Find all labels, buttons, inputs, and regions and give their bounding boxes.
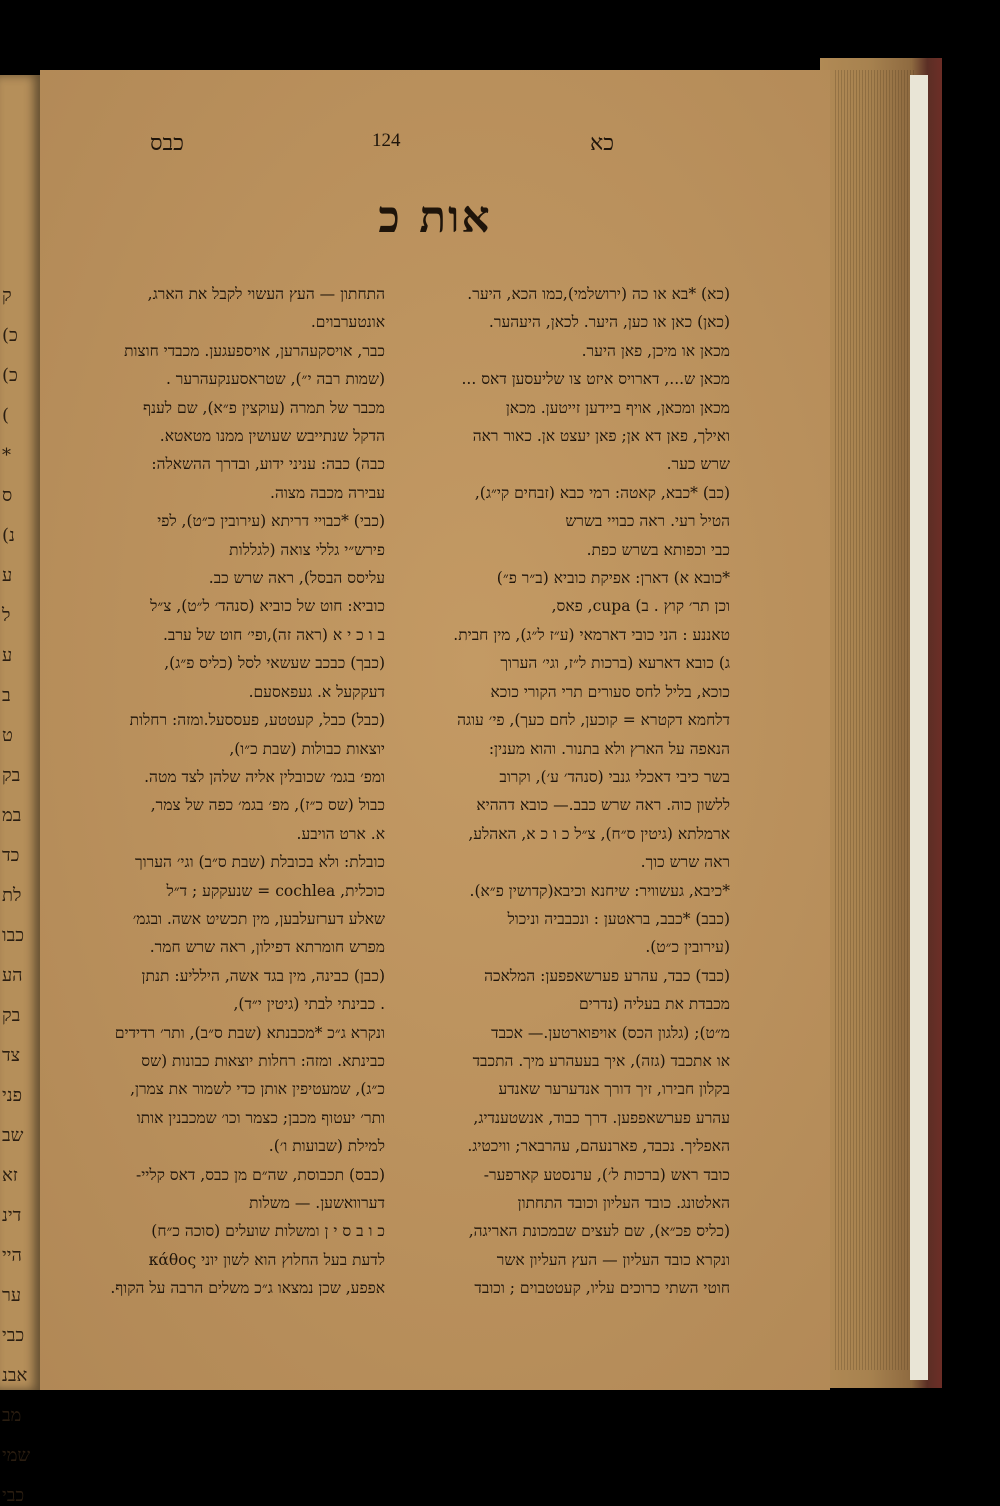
text-line: אפפע, שכן נמצאו ג״כ משלים הרבה על הקוף.	[110, 1279, 385, 1298]
text-line: מכבר של תמרה (עוקצין פ״א), שם לענף	[142, 398, 385, 417]
text-line: דלחמא דקטרא = קוכען, לחם כעך), פי׳ עוגה	[457, 711, 730, 730]
text-line: ונקרא כובד העליון — העץ העליון אשר	[496, 1250, 730, 1269]
text-line: כובד ראש (ברכות ל׳), ערנסטע קארפער-	[483, 1165, 730, 1184]
sliver-glyph: שב	[2, 1125, 24, 1146]
text-line: (כליס פכ״א), שם לעצים שבמכונת האריגה,	[468, 1222, 730, 1241]
text-line: *כובא א) דארן: אפיקת כוביא (ב״ר פ״)	[496, 569, 730, 588]
text-line: ראה שרש כוך.	[640, 853, 730, 872]
text-line: כבה) כבה: עניני ידוע, ובדרך ההשאלה:	[151, 455, 385, 474]
sliver-glyph: הע	[2, 965, 23, 986]
adjacent-page-sliver	[0, 75, 40, 1506]
sliver-glyph: ער	[2, 1285, 22, 1306]
text-line: כבר, אויסקעהרען, אויספעגען. מכבדי חוצות	[124, 341, 385, 360]
sliver-glyph: פני	[2, 1085, 23, 1106]
sliver-glyph: ס	[2, 485, 13, 506]
text-line: מכאן ומכאן, אויף ביידען זייטען. מכאן	[505, 398, 730, 417]
text-line: (כבן) כבינה, מין בגד אשה, הילליע: תנתן	[141, 966, 385, 985]
text-line: ומפ׳ בגמ׳ שכובלין אליה שלהן לצד מטה.	[144, 767, 385, 786]
text-line: כבי וכפותא בשרש כפת.	[586, 540, 730, 559]
sliver-glyph: זא	[2, 1165, 18, 1186]
text-line: . כבינתי לבתי (גיטין י״ד),	[233, 995, 385, 1014]
sliver-glyph: ע	[2, 565, 13, 586]
page-edge-texture	[835, 70, 915, 1370]
text-line: מ״ט); (גלגון הכס) אויפוארטען.— אכבד	[491, 1023, 730, 1042]
text-line: (כבד) כבד, עהרע פערשאפפען: המלאכה	[484, 966, 730, 985]
text-line: מכבדת את בעליה (נדרים	[578, 995, 730, 1014]
sliver-glyph: במ	[2, 805, 22, 826]
text-line: ג) כובא דארעא (ברכות ל״ז, וגי׳ הערוך	[500, 654, 730, 673]
text-line: בקלון חבירו, זיך דורך אנדערער שאנדע	[498, 1080, 730, 1099]
sliver-glyph: ט	[2, 725, 13, 746]
sliver-glyph: (כ	[2, 365, 18, 386]
text-line: מכאן ש..., דארויס איזט צו שליעסען דאס ...	[461, 370, 730, 389]
text-line: וכן תר׳ קוץ . ב) cupa, פאס,	[551, 597, 730, 616]
sliver-glyph: ב	[2, 685, 11, 706]
sliver-glyph: בק	[2, 765, 21, 786]
running-head-right: כא	[590, 131, 614, 156]
sliver-glyph: דינ	[2, 1205, 22, 1226]
text-line: דעקקעל א. געפאסעם.	[248, 682, 385, 701]
text-line: (כבל) כבל, קעטטע, פעססעל.ומזה: רחלות	[129, 711, 385, 730]
text-line: כבינתא. ומזה: רחלות יוצאות כבונות (שס	[141, 1051, 385, 1070]
running-head-left: כבס	[150, 131, 184, 156]
text-line: או אתכבד (גזה), איך בעעהרע מיך. התכבד	[472, 1051, 730, 1070]
text-line: פירש״י גללי צואה (לגללות	[229, 540, 385, 559]
text-line: ארמלתא (גיטין ס״ח), צ״ל כ ו כ א, האהלע,	[468, 824, 730, 843]
sliver-glyph: ק	[2, 285, 12, 306]
text-line: בשר כיבי דאכלי גנבי (סנהד׳ ע׳), וקרוב	[499, 767, 730, 786]
text-line: עליסס הבסל), ראה שרש כב.	[208, 569, 385, 588]
text-line: לדעת בעל החלוץ הוא לשון יוני κάθος	[148, 1250, 385, 1269]
left-column	[40, 280, 385, 1303]
sliver-glyph: *	[2, 445, 11, 466]
sliver-glyph: כבו	[2, 925, 25, 946]
sliver-glyph: אבנ	[2, 1365, 28, 1386]
sliver-glyph: (נ	[2, 525, 15, 546]
text-line: הנאפה על הארץ ולא בתנור. והוא מענין:	[488, 739, 730, 758]
text-line: אונטערבוים.	[310, 313, 385, 332]
text-line: האלטונג. כובד העליון וכובד התחתון	[517, 1194, 730, 1212]
text-line: התחתון — העץ העשוי לקבל את הארג,	[147, 285, 385, 303]
text-line: (כא) *בא או כה (ירושלמי),כמו הכא, היער.	[467, 285, 730, 303]
text-line: ואילך, פאן דא אן; פאן יעצט אן. כאור ראה	[472, 427, 730, 446]
text-line: כבול (שס כ״ז), מפ׳ בגמ׳ כפה של צמר,	[150, 796, 385, 815]
text-line: (כבי) *כבויי דריתא (עירובין כ״ט), לפי	[157, 512, 385, 531]
text-line: כוכלית, cochlea = שנעקקע ; ד״ל	[166, 881, 385, 900]
text-line: *כיבא, געשוויר: שיחנא וכיבא(קדושין פ״א).	[469, 881, 730, 900]
text-line: (כבס) תכבוסת, שה״ם מן כבס, דאס קליי-	[135, 1165, 385, 1184]
text-line: יוצאות כבולות (שבת כ״ו),	[229, 739, 385, 758]
text-line: דערוואשען. — משלות	[249, 1194, 385, 1212]
text-line: למילת (שבועות ו׳).	[268, 1137, 385, 1156]
text-line: האפליך. נכבד, פארנעהם, עהרבאר; וויכטיג.	[467, 1137, 730, 1156]
text-line: (עירובין כ״ט).	[645, 938, 730, 957]
page-number: 124	[372, 130, 401, 151]
text-line: כ ו ב ס י ן ומשלות שועלים (סוכה כ״ח)	[151, 1222, 385, 1241]
text-line: מכאן או מיכן, פאן היער.	[581, 341, 730, 360]
sliver-glyph: כבי	[2, 1325, 25, 1346]
sliver-glyph: כד	[2, 845, 20, 866]
text-line: הדקל שנתייבש שעושין ממנו מטאטא.	[159, 427, 385, 446]
text-line: כוביא: חוט של כוביא (סנהד׳ ל״ט), צ״ל	[150, 597, 385, 616]
text-line: ב ו כ י א (ראה זה),ופי׳ חוט של ערב.	[162, 625, 385, 644]
sliver-glyph: היי	[2, 1245, 22, 1266]
text-line: כובלת: ולא בכובלת (שבת ס״ב) וגי׳ הערוך	[135, 853, 385, 872]
text-line: ותר׳ יעטוף מכבן; כצמר וכו׳ שמכבנין אותו	[136, 1108, 385, 1127]
text-line: מפרש חומרתא דפילון, ראה שרש חמר.	[149, 938, 385, 957]
text-line: (שמות רבה י״), שטראסענקעהרער .	[165, 370, 385, 389]
sliver-glyph: ע	[2, 645, 13, 666]
text-line: כ״ג), שמעטיפין אותן כדי לשמור את צמרן,	[130, 1080, 385, 1099]
text-line: (כאן) כאן או כען, היער. לכאן, היעהער.	[488, 313, 730, 332]
text-line: שאלע דערזעלבען, מין תכשיט אשה. ובגמ׳	[132, 909, 385, 928]
sliver-glyph: מב	[2, 1405, 22, 1426]
text-line: ונקרא ג״כ *מכבנתא (שבת ס״ב), ותר׳ רדידים	[114, 1023, 385, 1042]
dictionary-page	[40, 70, 830, 1390]
text-line: (כבך) כבכב שעשאי לסל (כליס פ״ג),	[164, 654, 385, 673]
sliver-glyph: בק	[2, 1005, 21, 1026]
sliver-glyph: צד	[2, 1045, 21, 1066]
right-column	[385, 280, 730, 1303]
text-line: שרש כער.	[666, 455, 730, 474]
text-line: ללשון כוה. ראה שרש כבב.— כובא דההיא	[476, 796, 730, 815]
text-line: (כבב) *כבב, בראטען : ונכבביה וניכול	[507, 909, 730, 928]
sliver-glyph: ל	[2, 605, 11, 626]
back-cover-edge	[910, 75, 928, 1380]
text-line: עבירה מכבה מצוה.	[270, 483, 385, 502]
adjacent-page-letters	[0, 75, 40, 1506]
text-line: כוכא, בליל לחס סעורים תרי הקורי כוכא	[490, 682, 730, 701]
text-line: הטיל רעי. ראה כבויי בשרש	[565, 512, 730, 531]
running-head	[40, 130, 830, 160]
sliver-glyph: (כ	[2, 325, 18, 346]
sliver-glyph: (	[2, 405, 10, 426]
sliver-glyph: שמי	[2, 1445, 31, 1466]
text-line: חוטי השתי כרוכים עליו, קעטטבוים ; וכובד	[474, 1279, 730, 1298]
text-line: עהרע פערשאפפען. דרך כבוד, אנשטענדיג,	[473, 1108, 730, 1127]
sliver-glyph: לת	[2, 885, 22, 906]
text-line: טאננע : הני כובי דארמאי (ע״ז ל״ג), מין חבית.	[453, 625, 730, 644]
text-line: א. ארט הויבע.	[296, 824, 385, 843]
sliver-glyph: כבי	[2, 1485, 25, 1506]
text-line: (כב) *כבא, קאטה: רמי כבא (זבחים קי״ג),	[474, 483, 730, 502]
section-title: אות כ	[378, 192, 492, 243]
